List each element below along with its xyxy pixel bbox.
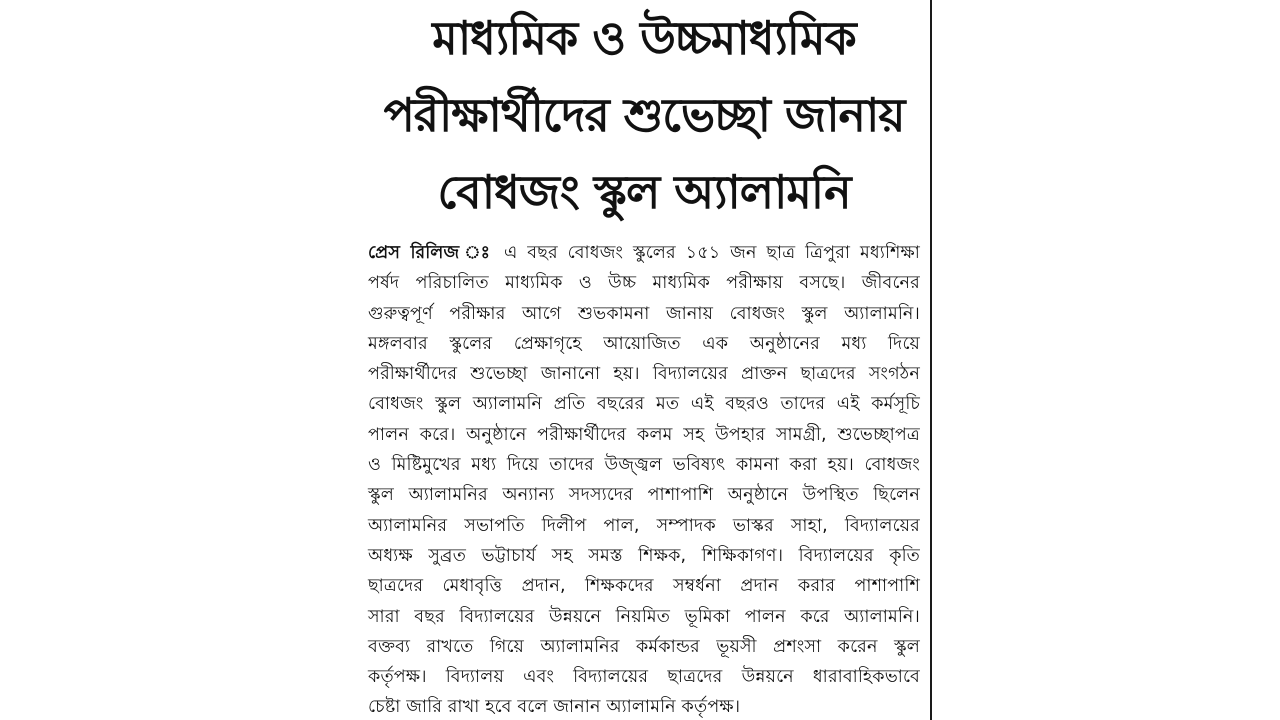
body-line: বোধজং স্কুল অ্যালামনি প্রতি বছরের মত এই বছরও তাদের এই কর্মসূচি <box>368 394 920 415</box>
headline-line: পরীক্ষার্থীদের শুভেচ্ছা জানায় <box>383 88 905 142</box>
body-line: স্কুল অ্যালামনির অন্যান্য সদস্যদের পাশাপাশি অনুষ্ঠানে উপস্থিত ছিলেন <box>368 485 920 506</box>
headline-line: বোধজং স্কুল অ্যালামনি <box>437 165 851 219</box>
body-line <box>368 238 920 268</box>
body-line: গুরুত্বপূর্ণ পরীক্ষার আগে শুভকামনা জানায় বোধজং স্কুল অ্যালামনি। <box>368 303 920 324</box>
body-line: বক্তব্য রাখতে গিয়ে অ্যালামনির কর্মকান্ডর ভূয়সী প্রশংসা করেন স্কুল <box>368 636 920 657</box>
article-body <box>368 238 920 720</box>
body-line: অ্যালামনির সভাপতি দিলীপ পাল, সম্পাদক ভাস্কর সাহা, বিদ্যালয়ের <box>368 515 920 536</box>
column-divider <box>930 0 932 720</box>
headline-line: মাধ্যমিক ও উচ্চমাধ্যমিক <box>432 11 856 65</box>
news-article <box>366 0 922 720</box>
body-line: ছাত্রদের মেধাবৃত্তি প্রদান, শিক্ষকদের সম্বর্ধনা প্রদান করার পাশাপাশি <box>368 576 920 597</box>
body-line: অধ্যক্ষ সুব্রত ভট্টাচার্য সহ সমস্ত শিক্ষক, শিক্ষিকাগণ। বিদ্যালয়ের কৃতি <box>368 545 920 566</box>
body-line: কর্তৃপক্ষ। বিদ্যালয় এবং বিদ্যালয়ের ছাত্রদের উন্নয়নে ধারাবাহিকভাবে <box>368 667 920 688</box>
body-line: পালন করে। অনুষ্ঠানে পরীক্ষার্থীদের কলম সহ উপহার সামগ্রী, শুভেচ্ছাপত্র <box>368 424 920 445</box>
body-line: ও মিষ্টিমুখের মধ্য দিয়ে তাদের উজ্জ্বল ভবিষ্যৎ কামনা করা হয়। বোধজং <box>368 455 920 476</box>
body-line: চেষ্টা জারি রাখা হবে বলে জানান অ্যালামনি কর্তৃপক্ষ। <box>368 697 741 718</box>
body-line: সারা বছর বিদ্যালয়ের উন্নয়নে নিয়মিত ভূমিকা পালন করে অ্যালামনি। <box>368 606 920 627</box>
body-line: পরীক্ষার্থীদের শুভেচ্ছা জানানো হয়। বিদ্যালয়ের প্রাক্তন ছাত্রদের সংগঠন <box>368 364 920 385</box>
body-line-text: এ বছর বোধজং স্কুলের ১৫১ জন ছাত্র ত্রিপুরা মধ্যশিক্ষা <box>494 243 920 263</box>
article-headline <box>366 0 922 231</box>
body-line: মঙ্গলবার স্কুলের প্রেক্ষাগৃহে আয়োজিত এক অনুষ্ঠানের মধ্য দিয়ে <box>368 333 920 354</box>
body-line: পর্ষদ পরিচালিত মাধ্যমিক ও উচ্চ মাধ্যমিক পরীক্ষায় বসছে। জীবনের <box>368 273 920 294</box>
press-release-label: প্রেস রিলিজ ঃ <box>368 243 495 263</box>
